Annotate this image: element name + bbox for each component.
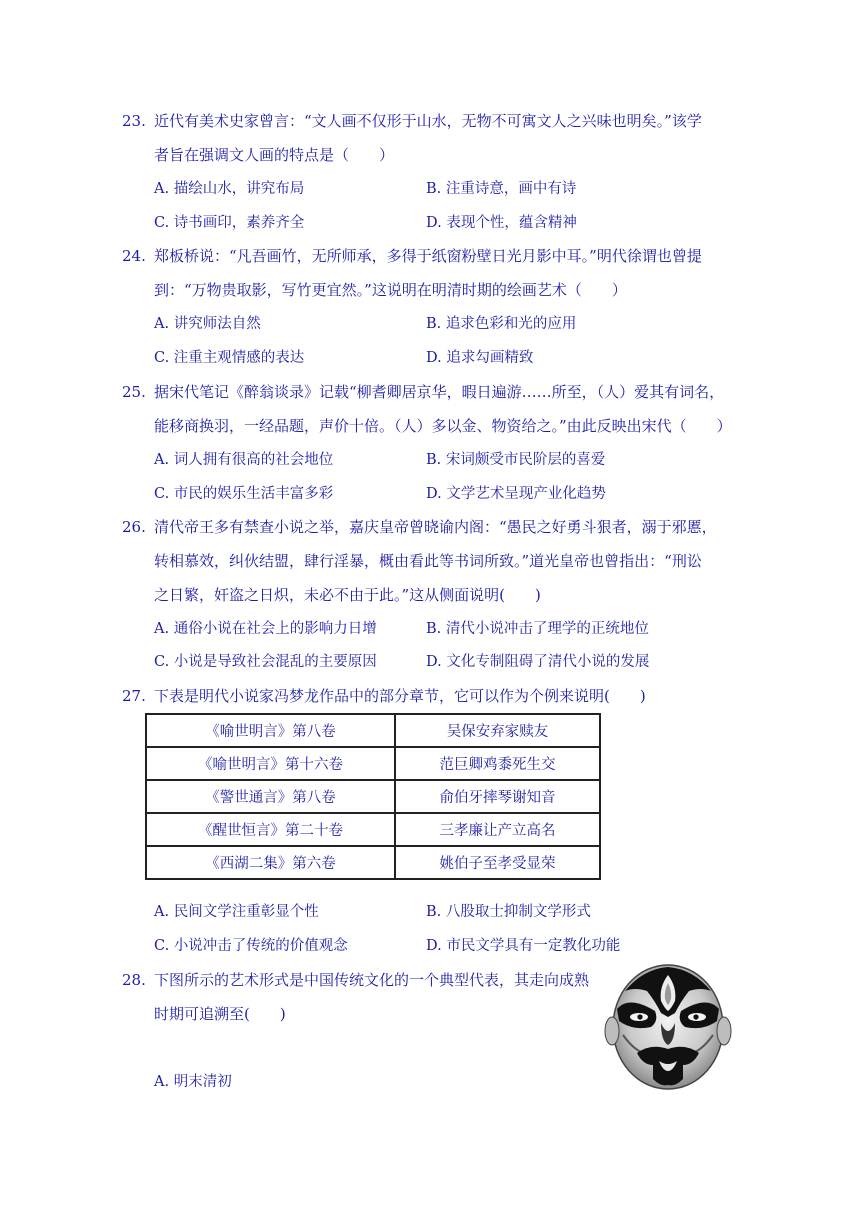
table-cell-book: 《喻世明言》第八卷: [146, 714, 395, 747]
q24-option-a: A. 讲究师法自然: [154, 316, 261, 332]
q26-option-b: B. 清代小说冲击了理学的正统地位: [426, 621, 649, 637]
q28-stem-line-1: 下图所示的艺术形式是中国传统文化的一个典型代表，其走向成熟: [154, 971, 590, 989]
q24-stem-line-2: 到：“万物贵取影，写竹更宜然。”这说明在明清时期的绘画艺术（ ）: [154, 281, 627, 299]
q27-chapter-table: [145, 713, 601, 880]
q26-stem-line-1: 清代帝王多有禁查小说之举，嘉庆皇帝曾晓谕内阁：“愚民之好勇斗狠者，溺于邪慝，: [154, 518, 717, 536]
q25-stem-line-2: 能移商换羽，一经品题，声价十倍。（人）多以金、物资给之。”由此反映出宋代（ ）: [154, 417, 732, 435]
q27-option-a: A. 民间文学注重彰显个性: [154, 904, 319, 920]
table-row: [146, 780, 600, 813]
table-cell-chapter: 俞伯牙摔琴谢知音: [395, 780, 600, 813]
q26-stem-line-3: 之日繁，奸盗之日炽，未必不由于此。”这从侧面说明( ): [154, 586, 541, 604]
q23-option-a: A. 描绘山水，讲究布局: [154, 181, 305, 197]
q23-stem-line-2: 者旨在强调文人画的特点是（ ）: [154, 146, 395, 164]
table-row: [146, 846, 600, 879]
table-cell-book: 《喻世明言》第十六卷: [146, 747, 395, 780]
q26-option-d: D. 文化专制阻碍了清代小说的发展: [426, 654, 650, 670]
q26-option-c: C. 小说是导致社会混乱的主要原因: [154, 654, 377, 670]
table-cell-chapter: 吴保安弃家赎友: [395, 714, 600, 747]
q25-option-d: D. 文学艺术呈现产业化趋势: [426, 486, 606, 502]
q27-number: 27.: [122, 687, 146, 705]
q27-option-d: D. 市民文学具有一定教化功能: [426, 938, 621, 954]
q27-stem-line-1: 下表是明代小说家冯梦龙作品中的部分章节，它可以作为个例来说明( ): [154, 687, 646, 705]
q25-option-a: A. 词人拥有很高的社会地位: [154, 452, 334, 468]
q25-stem-line-1: 据宋代笔记《醉翁谈录》记载“柳耆卿居京华，暇日遍游……所至，（人）爱其有词名，: [154, 383, 725, 401]
q24-option-b: B. 追求色彩和光的应用: [426, 316, 577, 332]
q24-option-c: C. 注重主观情感的表达: [154, 350, 305, 366]
q24-number: 24.: [122, 247, 146, 265]
table-cell-book: 《醒世恒言》第二十卷: [146, 813, 395, 846]
table-cell-chapter: 三孝廉让产立高名: [395, 813, 600, 846]
q23-option-c: C. 诗书画印，素养齐全: [154, 215, 305, 231]
q27-option-b: B. 八股取士抑制文学形式: [426, 904, 591, 920]
q25-option-c: C. 市民的娱乐生活丰富多彩: [154, 486, 334, 502]
q25-number: 25.: [122, 383, 146, 401]
q26-option-a: A. 通俗小说在社会上的影响力日增: [154, 621, 377, 637]
table-row: [146, 813, 600, 846]
q26-stem-line-2: 转相慕效，纠伙结盟，肆行淫暴，概由看此等书词所致。”道光皇帝也曾指出：“刑讼: [154, 552, 702, 570]
table-cell-book: 《西湖二集》第六卷: [146, 846, 395, 879]
q24-stem-line-1: 郑板桥说：“凡吾画竹，无所师承，多得于纸窗粉壁日光月影中耳。”明代徐谓也曾提: [154, 247, 702, 265]
q24-option-d: D. 追求勾画精致: [426, 350, 534, 366]
q28-option-a: A. 明末清初: [154, 1074, 232, 1090]
q26-number: 26.: [122, 518, 146, 536]
q27-option-c: C. 小说冲击了传统的价值观念: [154, 938, 348, 954]
q23-number: 23.: [122, 112, 146, 130]
peking-opera-mask-image: [603, 961, 733, 1091]
q23-option-b: B. 注重诗意，画中有诗: [426, 181, 577, 197]
table-row: [146, 747, 600, 780]
q28-number: 28.: [122, 971, 146, 989]
table-cell-book: 《警世通言》第八卷: [146, 780, 395, 813]
q28-stem-line-2: 时期可追溯至( ): [154, 1005, 286, 1023]
q23-option-d: D. 表现个性，蕴含精神: [426, 215, 577, 231]
table-cell-chapter: 范巨卿鸡黍死生交: [395, 747, 600, 780]
table-row: [146, 714, 600, 747]
q23-stem-line-1: 近代有美术史家曾言：“文人画不仅形于山水，无物不可寓文人之兴味也明矣。”该学: [154, 112, 702, 130]
table-cell-chapter: 姚伯子至孝受显荣: [395, 846, 600, 879]
q25-option-b: B. 宋词颇受市民阶层的喜爱: [426, 452, 606, 468]
